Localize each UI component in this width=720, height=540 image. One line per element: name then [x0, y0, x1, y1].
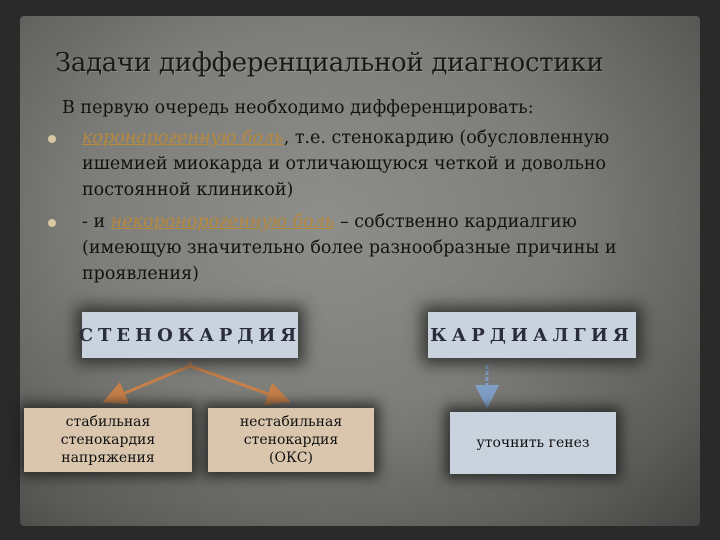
bullet-2-prefix: - и — [82, 212, 111, 232]
stable-line-2: стенокардия — [60, 432, 156, 448]
unstable-line-2: стенокардия — [243, 432, 339, 448]
bullet-1-line-2: ишемией миокарда и отличающуюся четкой и довольно — [82, 154, 607, 174]
arrow-to-stable — [108, 366, 190, 400]
cardialgia-box — [428, 312, 636, 358]
intro-text: В первую очередь необходимо дифференцировать: — [62, 98, 534, 118]
stable-angina-box — [24, 408, 192, 472]
unstable-angina-box — [208, 408, 374, 472]
bullet-1-text: , т.е. стенокардию (обусловленную — [283, 128, 610, 148]
bullet-2-text: – собственно кардиалгию — [334, 212, 577, 232]
slide-title: Задачи дифференциальной диагностики — [55, 48, 604, 78]
clarify-genesis-label: уточнить генез — [476, 435, 590, 451]
cardialgia-label: КАРДИАЛГИЯ — [430, 324, 634, 346]
angina-label: СТЕНОКАРДИЯ — [78, 324, 302, 346]
bullet-1-line-3: постоянной клиникой) — [82, 180, 294, 200]
stable-line-1: стабильная — [65, 414, 151, 430]
angina-box — [78, 312, 302, 358]
coronary-pain-term: коронарогенную боль — [82, 128, 284, 148]
stable-line-3: напряжения — [61, 450, 155, 466]
noncoronary-pain-term: некоронорогенную боль — [110, 212, 335, 232]
arrow-to-unstable — [190, 366, 285, 400]
unstable-line-3: (ОКС) — [269, 450, 313, 466]
bullet-2-line-2: (имеющую значительно более разнообразные причины и — [82, 238, 617, 258]
bullet-2-line-3: проявления) — [82, 264, 199, 284]
unstable-line-1: нестабильная — [239, 414, 343, 430]
clarify-genesis-box — [450, 412, 616, 474]
